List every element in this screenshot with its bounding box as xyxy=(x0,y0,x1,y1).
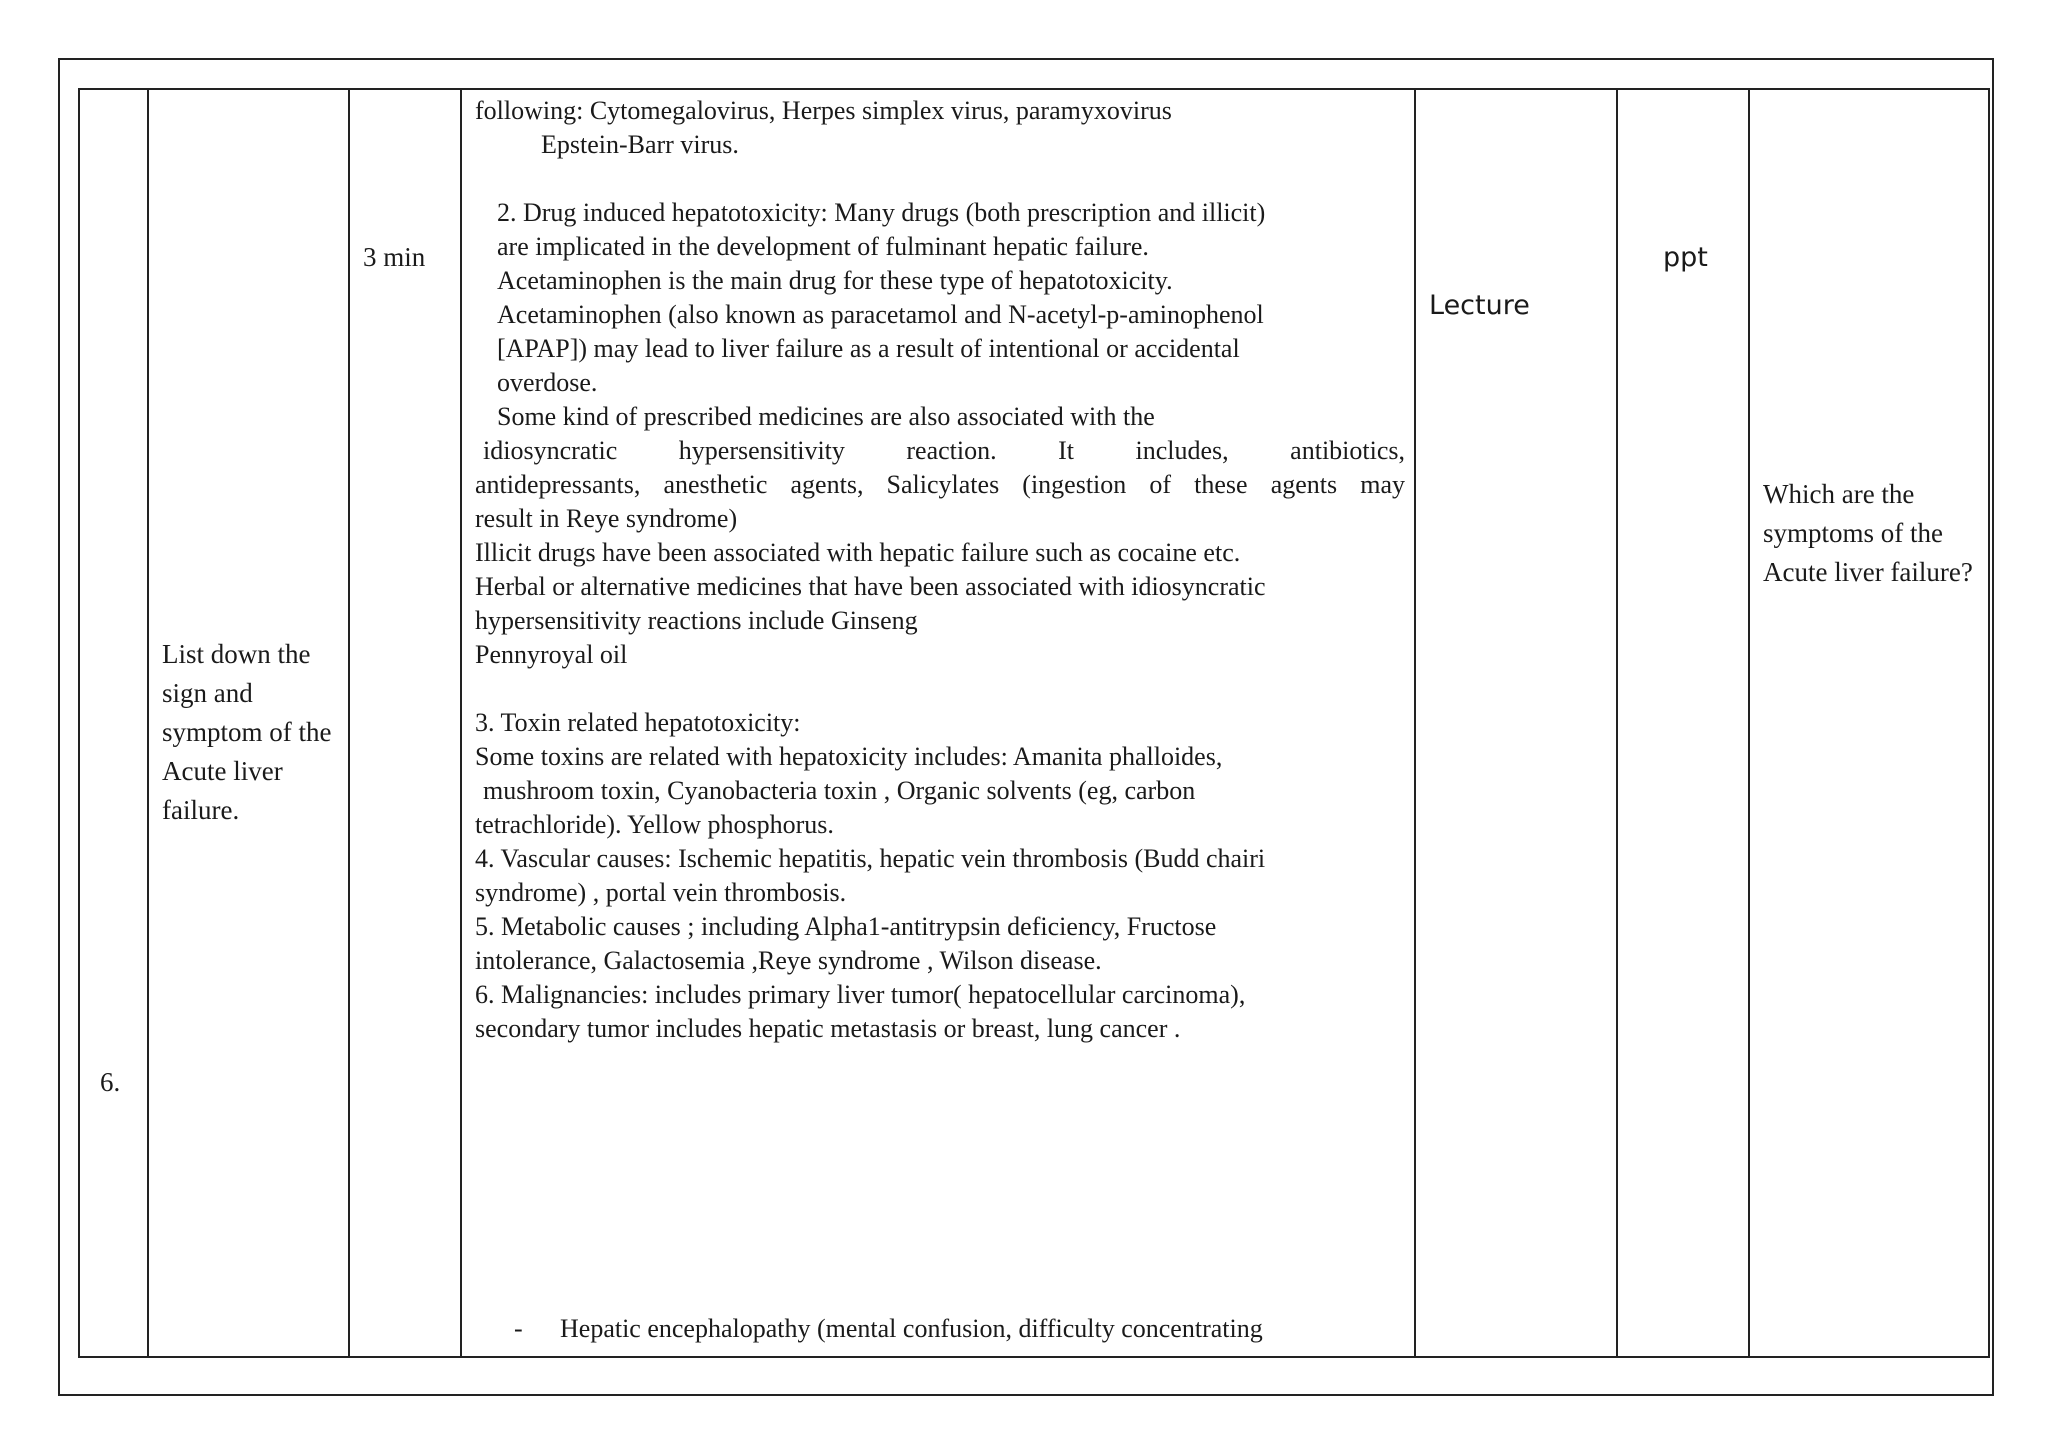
content-line: Some kind of prescribed medicines are also associated with the xyxy=(497,402,1155,431)
content-line: 6. Malignancies: includes primary liver tumor( hepatocellular carcinoma), xyxy=(475,980,1246,1009)
content-line: Acetaminophen is the main drug for these type of hepatotoxicity. xyxy=(497,266,1173,295)
lesson-plan-table xyxy=(78,88,1990,1358)
content-line: Acetaminophen (also known as paracetamol and N-acetyl-p-aminophenol xyxy=(497,300,1264,329)
content-line: 4. Vascular causes: Ischemic hepatitis, hepatic vein thrombosis (Budd chairi xyxy=(475,844,1266,873)
content-line: Epstein-Barr virus. xyxy=(541,130,739,159)
content-line: tetrachloride). Yellow phosphorus. xyxy=(475,810,834,839)
content-line: idiosyncratic hypersensitivity reaction. It includes, antibiotics, xyxy=(483,436,1405,465)
time-cell xyxy=(349,89,461,1357)
content-line: result in Reye syndrome) xyxy=(475,504,738,533)
content-line: overdose. xyxy=(497,368,598,397)
content-line: intolerance, Galactosemia ,Reye syndrome , Wilson disease. xyxy=(475,946,1102,975)
bullet-text: Hepatic encephalopathy (mental confusion, difficulty concentrating xyxy=(560,1314,1263,1343)
content-cell xyxy=(461,89,1415,1357)
teaching-method: Lecture xyxy=(1429,290,1530,321)
content-line: Illicit drugs have been associated with hepatic failure such as cocaine etc. xyxy=(475,538,1241,567)
content-line: 2. Drug induced hepatotoxicity: Many drugs (both prescription and illicit) xyxy=(497,198,1266,227)
objective-cell xyxy=(148,89,349,1357)
symptom-bullet xyxy=(514,1314,1263,1344)
content-line: syndrome) , portal vein thrombosis. xyxy=(475,878,847,907)
content-line: are implicated in the development of fulminant hepatic failure. xyxy=(497,232,1149,261)
time-text: 3 min xyxy=(363,242,426,272)
av-aid-cell xyxy=(1617,89,1749,1357)
content-line: mushroom toxin, Cyanobacteria toxin , Organic solvents (eg, carbon xyxy=(483,776,1196,805)
av-aid: ppt xyxy=(1663,242,1708,273)
bullet-dash: - xyxy=(514,1314,523,1343)
serial-number-cell xyxy=(79,89,148,1357)
content-line: Pennyroyal oil xyxy=(475,640,628,669)
content-line: secondary tumor includes hepatic metastasis or breast, lung cancer . xyxy=(475,1014,1181,1043)
content-line: antidepressants, anesthetic agents, Salicylates (ingestion of these agents may xyxy=(475,470,1405,499)
content-body xyxy=(475,94,1405,1046)
content-line: 3. Toxin related hepatotoxicity: xyxy=(475,708,801,737)
content-line: [APAP]) may lead to liver failure as a result of intentional or accidental xyxy=(497,334,1240,363)
content-line: Herbal or alternative medicines that have been associated with idiosyncratic xyxy=(475,572,1266,601)
serial-number: 6. xyxy=(100,1067,121,1097)
table-row xyxy=(79,89,1989,1357)
content-line: 5. Metabolic causes ; including Alpha1-antitrypsin deficiency, Fructose xyxy=(475,912,1217,941)
content-line: following: Cytomegalovirus, Herpes simplex virus, paramyxovirus xyxy=(475,96,1172,125)
content-line: Some toxins are related with hepatoxicity includes: Amanita phalloides, xyxy=(475,742,1223,771)
content-line: hypersensitivity reactions include Ginseng xyxy=(475,606,918,635)
teaching-method-cell xyxy=(1415,89,1617,1357)
evaluation-cell xyxy=(1749,89,1989,1357)
objective-text: List down the sign and symptom of the Acute liver failure. xyxy=(162,639,332,825)
evaluation-question: Which are the symptoms of the Acute liver failure? xyxy=(1763,479,1973,587)
